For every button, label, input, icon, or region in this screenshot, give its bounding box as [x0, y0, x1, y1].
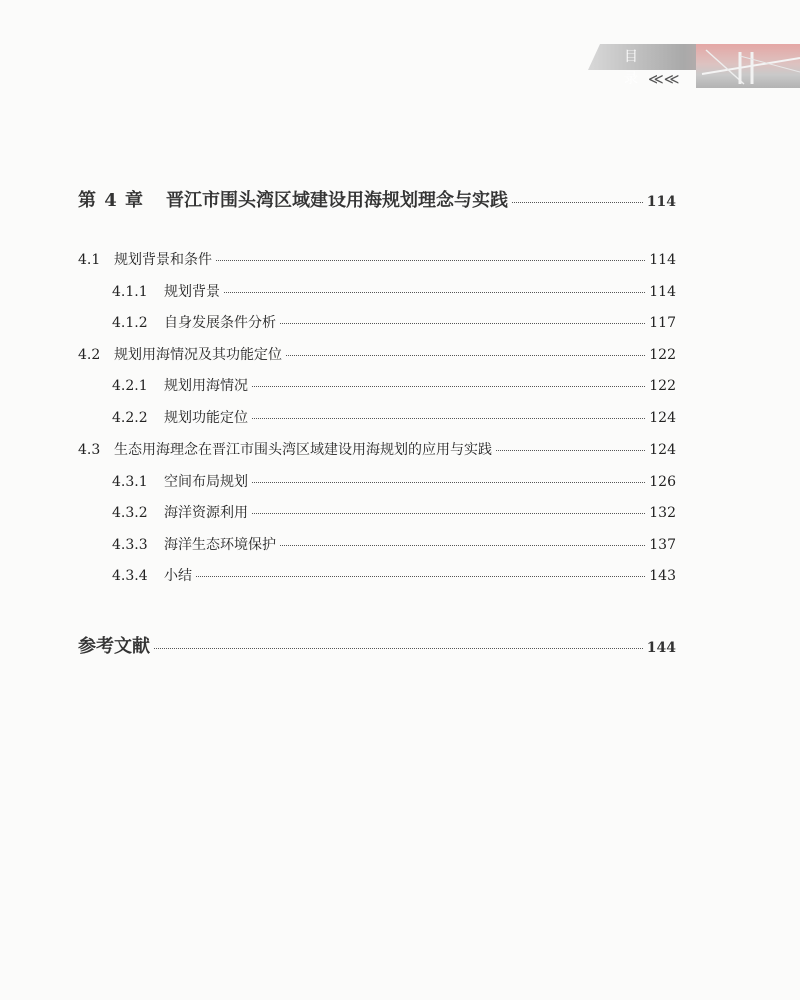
entry-page: 132 — [649, 505, 676, 521]
entry-title: 规划用海情况 — [164, 378, 248, 394]
entry-number: 4.2.2 — [112, 410, 148, 426]
entry-number: 4.1 — [78, 252, 101, 268]
toc-entry[interactable] — [112, 565, 676, 585]
dot-leader — [496, 449, 645, 451]
toc-references-row[interactable] — [78, 632, 676, 658]
toc-entry[interactable] — [112, 534, 676, 554]
entry-number: 4.1.1 — [112, 284, 148, 300]
toc-chapter-row[interactable] — [78, 186, 676, 212]
chapter-title: 晋江市围头湾区域建设用海规划理念与实践 — [166, 190, 508, 211]
dot-leader — [216, 259, 645, 261]
entry-title: 自身发展条件分析 — [164, 315, 276, 331]
entry-number: 4.2.1 — [112, 378, 148, 394]
entry-number: 4.3.4 — [112, 568, 148, 584]
toc-entry[interactable] — [112, 471, 676, 491]
entry-number: 4.3.3 — [112, 537, 148, 553]
entry-page: 137 — [649, 537, 676, 553]
entry-title: 规划背景 — [164, 284, 220, 300]
entry-page: 126 — [649, 474, 676, 490]
dot-leader — [252, 512, 645, 514]
dot-leader — [224, 291, 645, 293]
entry-page: 114 — [649, 284, 676, 300]
toc-entry[interactable] — [112, 312, 676, 332]
toc-entry[interactable] — [112, 407, 676, 427]
chapter-number: 第 4 章 — [78, 190, 145, 211]
entry-page: 114 — [649, 252, 676, 268]
dot-leader — [280, 322, 645, 324]
entry-page: 143 — [649, 568, 676, 584]
dot-leader — [196, 575, 645, 577]
dot-leader — [286, 354, 645, 356]
entry-number: 4.3 — [78, 442, 101, 458]
chevron-icon: ≪≪ — [648, 70, 680, 88]
dot-leader — [252, 417, 645, 419]
entry-title: 海洋生态环境保护 — [164, 537, 276, 553]
toc-entry[interactable] — [78, 249, 676, 269]
dot-leader — [154, 647, 643, 649]
entry-page: 124 — [649, 410, 676, 426]
toc-entry[interactable] — [78, 439, 676, 459]
entry-number: 4.3.1 — [112, 474, 148, 490]
entry-page: 124 — [649, 442, 676, 458]
toc-entry[interactable] — [112, 502, 676, 522]
entry-page: 117 — [649, 315, 676, 331]
entry-number: 4.2 — [78, 347, 101, 363]
dot-leader — [512, 201, 643, 203]
dot-leader — [252, 481, 645, 483]
references-page: 144 — [646, 640, 676, 656]
entry-title: 海洋资源利用 — [164, 505, 248, 521]
entry-number: 4.3.2 — [112, 505, 148, 521]
entry-title: 空间布局规划 — [164, 474, 248, 490]
toc-entry[interactable] — [112, 375, 676, 395]
dot-leader — [280, 544, 645, 546]
header-title: 目 录 — [624, 49, 648, 87]
entry-title: 小结 — [164, 568, 192, 584]
entry-title: 规划背景和条件 — [114, 252, 212, 268]
entry-page: 122 — [649, 347, 676, 363]
toc-entry[interactable] — [78, 344, 676, 364]
chapter-page: 114 — [646, 194, 676, 210]
dot-leader — [252, 385, 645, 387]
toc-entry[interactable] — [112, 281, 676, 301]
entry-title: 生态用海理念在晋江市围头湾区域建设用海规划的应用与实践 — [114, 442, 492, 458]
references-title: 参考文献 — [78, 636, 150, 657]
entry-number: 4.1.2 — [112, 315, 148, 331]
entry-title: 规划功能定位 — [164, 410, 248, 426]
entry-page: 122 — [649, 378, 676, 394]
entry-title: 规划用海情况及其功能定位 — [114, 347, 282, 363]
